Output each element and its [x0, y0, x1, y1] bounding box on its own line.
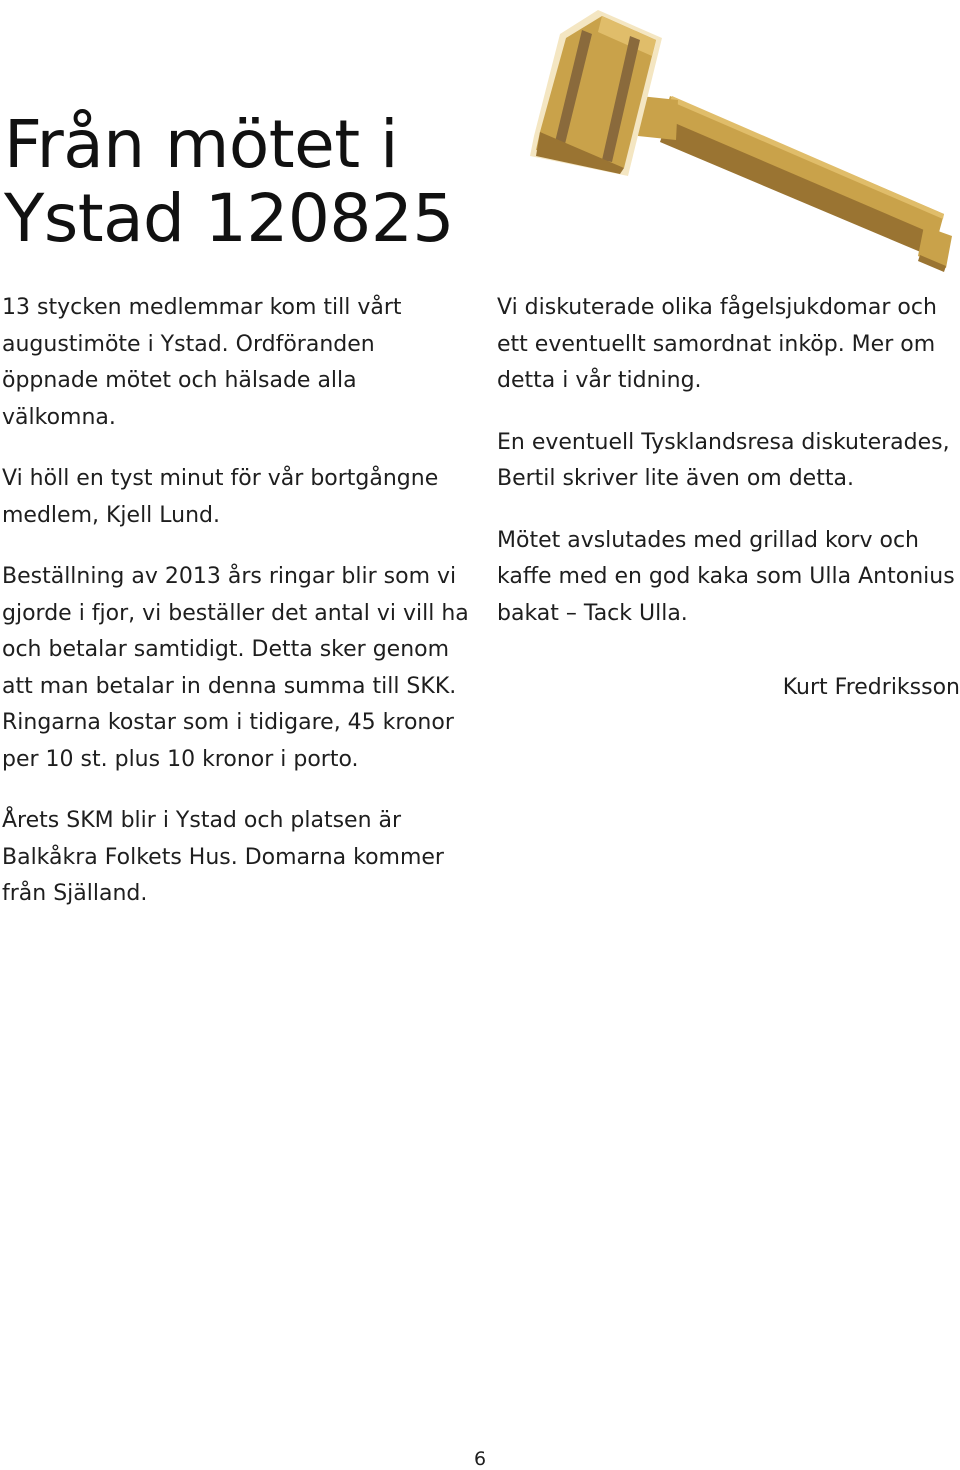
paragraph-bird-diseases	[497, 290, 960, 400]
text-line: Ringarna kostar som i tidigare, 45 kronor	[2, 710, 454, 735]
text-line: per 10 st. plus 10 kronor i porto.	[2, 746, 359, 772]
gavel-handle	[638, 96, 952, 272]
paragraph-closing	[497, 523, 960, 633]
text-line: kaffe med en god kaka som Ulla Antonius	[497, 564, 955, 589]
text-line: från Själland.	[2, 881, 148, 906]
paragraph-memorial	[2, 461, 472, 534]
text-line: och betalar samtidigt. Detta sker genom	[2, 637, 450, 662]
page-number: 6	[473, 1448, 487, 1470]
title-line: Ystad 120825	[4, 180, 454, 257]
text-line: En eventuell Tysklandsresa diskuterades,	[497, 429, 950, 455]
left-column	[2, 290, 472, 938]
paragraph-ring-order	[2, 559, 472, 778]
paragraph-skm-venue	[2, 803, 472, 913]
text-line: bakat – Tack Ulla.	[497, 600, 688, 626]
text-line: gjorde i fjor, vi beställer det antal vi vill ha	[2, 600, 469, 626]
text-line: Mötet avslutades med grillad korv och	[497, 527, 919, 553]
text-line: Årets SKM blir i Ystad och platsen är	[2, 808, 402, 833]
text-line: att man betalar in denna summa till SKK.	[2, 673, 457, 699]
author-signature: Kurt Fredriksson	[782, 675, 960, 700]
text-line: välkomna.	[2, 404, 116, 430]
text-line: Bertil skriver lite även om detta.	[497, 466, 854, 491]
text-line: augustimöte i Ystad. Ordföranden	[2, 331, 375, 357]
title-line: Från mötet i	[4, 106, 398, 183]
paragraph-meeting-attendance	[2, 290, 472, 436]
right-column	[497, 290, 960, 657]
gavel-icon	[520, 0, 960, 290]
text-line: 13 stycken medlemmar kom till vårt	[2, 295, 402, 320]
text-line: ett eventuellt samordnat inköp. Mer om	[497, 331, 936, 357]
text-line: öppnade mötet och hälsade alla	[2, 368, 357, 393]
text-line: Balkåkra Folkets Hus. Domarna kommer	[2, 844, 444, 870]
text-line: detta i vår tidning.	[497, 368, 702, 393]
text-line: Vi höll en tyst minut för vår bortgångne	[2, 466, 439, 491]
gavel-head	[530, 10, 662, 176]
text-line: medlem, Kjell Lund.	[2, 502, 221, 528]
paragraph-germany-trip	[497, 425, 960, 498]
page-title	[4, 108, 454, 256]
text-line: Vi diskuterade olika fågelsjukdomar och	[497, 295, 937, 320]
text-line: Beställning av 2013 års ringar blir som vi	[2, 564, 457, 589]
